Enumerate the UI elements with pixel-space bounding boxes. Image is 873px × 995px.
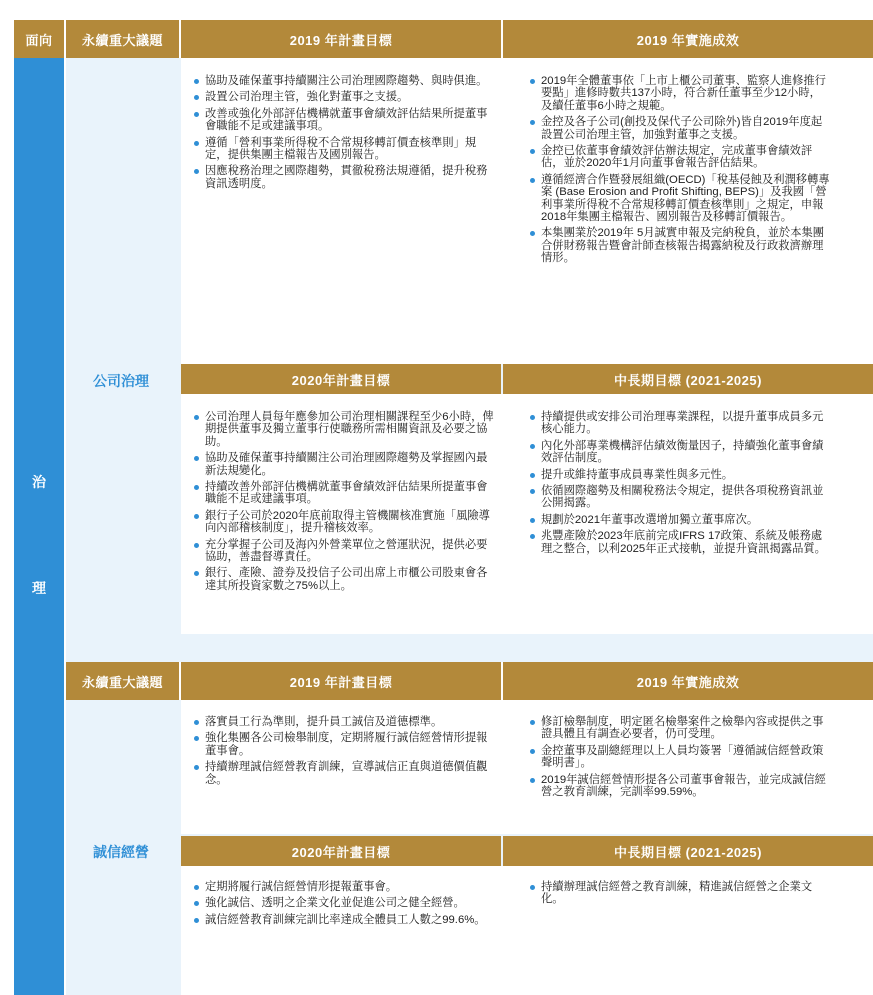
topic-ethical-management: 誠信經營	[93, 844, 149, 860]
longterm-list	[530, 411, 832, 559]
plan-2020-list	[194, 881, 496, 930]
header-longterm: 中長期目標 (2021-2025)	[503, 364, 873, 394]
list-item: 定期將履行誠信經營情形提報董事會。	[194, 881, 496, 893]
header-topic: 永續重大議題	[66, 662, 179, 700]
header-result-2019: 2019 年實施成效	[503, 662, 873, 700]
list-item: 遵循「營利事業所得稅不合常規移轉訂價查核準則」規定，提供集團主檔報告及國別報告。	[194, 137, 496, 162]
aspect-char: 治	[32, 474, 46, 490]
list-item: 遵循經濟合作暨發展組織(OECD)「稅基侵蝕及利潤移轉專案 (Base Erosion and Profit Shifting, BEPS)」及我國「營利事業所得稅不合常規移轉訂價查核準則」之規定，申報2018年集團主檔報告、國別報告及移轉訂價報告。	[530, 174, 832, 224]
result-2019-list	[530, 75, 832, 269]
list-item: 金控董事及副總經理以上人員均簽署「遵循誠信經營政策聲明書」。	[530, 745, 832, 770]
aspect-char: 理	[32, 580, 46, 596]
list-item: 強化集團各公司檢舉制度，定期將履行誠信經營情形提報董事會。	[194, 732, 496, 757]
plan-2020-list	[194, 411, 496, 596]
list-item: 持續辦理誠信經營教育訓練，宣導誠信正直與道德價值觀念。	[194, 761, 496, 786]
list-item: 強化誠信、透明之企業文化並促進公司之健全經營。	[194, 897, 496, 909]
list-item: 持續提供或安排公司治理專業課程，以提升董事成員多元核心能力。	[530, 411, 832, 436]
list-item: 金控及各子公司(創投及保代子公司除外)皆自2019年度起設置公司治理主管，加強對董事之支援。	[530, 116, 832, 141]
result-2019-list	[530, 716, 832, 802]
list-item: 本集團業於2019年 5月誠實申報及完納稅負，並於本集團合併財務報告暨會計師查核報告揭露納稅及行政救濟辦理情形。	[530, 227, 832, 264]
list-item: 因應稅務治理之國際趨勢，貫徹稅務法規遵循，提升稅務資訊透明度。	[194, 165, 496, 190]
plan-2019-list	[194, 716, 496, 790]
header-topic: 永續重大議題	[66, 20, 179, 58]
list-item: 設置公司治理主管，強化對董事之支援。	[194, 91, 496, 103]
list-item: 誠信經營教育訓練完訓比率達成全體員工人數之99.6%。	[194, 914, 496, 926]
header-longterm: 中長期目標 (2021-2025)	[503, 836, 873, 866]
list-item: 銀行子公司於2020年底前取得主管機關核准實施「風險導向內部稽核制度」，提升稽核效率。	[194, 510, 496, 535]
plan-2019-list	[194, 75, 496, 194]
list-item: 持續改善外部評估機構就董事會績效評估結果所提董事會職能不足或建議事項。	[194, 481, 496, 506]
list-item: 協助及確保董事持續關注公司治理國際趨勢及掌握國內最新法規變化。	[194, 452, 496, 477]
list-item: 金控已依董事會績效評估辦法規定，完成董事會績效評估，並於2020年1月向董事會報告評估結果。	[530, 145, 832, 170]
list-item: 內化外部專業機構評估績效衡量因子，持續強化董事會績效評估制度。	[530, 440, 832, 465]
header-aspect: 面向	[14, 20, 64, 58]
list-item: 修訂檢舉制度，明定匿名檢舉案件之檢舉內容或提供之事證具體且有調查必要者，仍可受理。	[530, 716, 832, 741]
header-plan-2020: 2020年計畫目標	[181, 836, 501, 866]
header-plan-2019: 2019 年計畫目標	[181, 662, 501, 700]
list-item: 協助及確保董事持續關注公司治理國際趨勢、與時俱進。	[194, 75, 496, 87]
list-item: 持續辦理誠信經營之教育訓練，精進誠信經營之企業文化。	[530, 881, 832, 906]
list-item: 2019年全體董事依「上市上櫃公司董事、監察人進修推行要點」進修時數共137小時，符合新任董事至少12小時，及續任董事6小時之規範。	[530, 75, 832, 112]
list-item: 2019年誠信經營情形提各公司董事會報告，並完成誠信經營之教育訓練，完訓率99.59%。	[530, 774, 832, 799]
topic-corporate-governance: 公司治理	[93, 373, 149, 389]
list-item: 銀行、產險、證券及投信子公司出席上市櫃公司股東會各達其所投資家數之75%以上。	[194, 567, 496, 592]
list-item: 落實員工行為準則，提升員工誠信及道德標準。	[194, 716, 496, 728]
list-item: 提升或維持董事成員專業性與多元性。	[530, 469, 832, 481]
header-result-2019: 2019 年實施成效	[503, 20, 873, 58]
aspect-column	[14, 58, 64, 995]
list-item: 改善或強化外部評估機構就董事會績效評估結果所提董事會職能不足或建議事項。	[194, 108, 496, 133]
list-item: 依循國際趨勢及相關稅務法令規定，提供各項稅務資訊並公開揭露。	[530, 485, 832, 510]
longterm-list	[530, 881, 832, 910]
list-item: 公司治理人員每年應參加公司治理相關課程至少6小時，俾期提供董事及獨立董事行使職務所需相關資訊及必要之協助。	[194, 411, 496, 448]
list-item: 充分掌握子公司及海內外營業單位之營運狀況，提供必要協助，善盡督導責任。	[194, 539, 496, 564]
list-item: 規劃於2021年董事改選增加獨立董事席次。	[530, 514, 832, 526]
header-plan-2019: 2019 年計畫目標	[181, 20, 501, 58]
header-plan-2020: 2020年計畫目標	[181, 364, 501, 394]
list-item: 兆豐產險於2023年底前完成IFRS 17政策、系統及帳務處理之整合，以利2025年正式接軌，並提升資訊揭露品質。	[530, 530, 832, 555]
